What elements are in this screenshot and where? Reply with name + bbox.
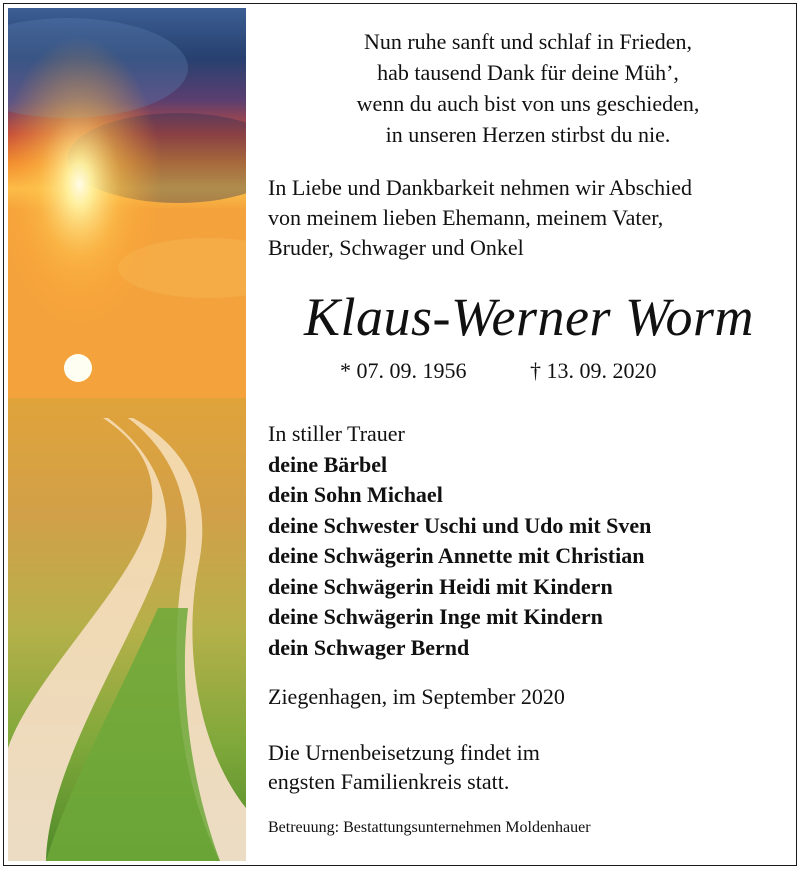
intro-line: In Liebe und Dankbarkeit nehmen wir Abschied bbox=[268, 175, 692, 200]
verse-line: hab tausend Dank für deine Müh’, bbox=[377, 60, 679, 85]
birth-date: * 07. 09. 1956 bbox=[340, 358, 467, 383]
mourner-entry: deine Schwägerin Heidi mit Kindern bbox=[268, 573, 613, 599]
mourner-entry: deine Schwägerin Inge mit Kindern bbox=[268, 604, 603, 629]
burial-note bbox=[268, 738, 540, 796]
deceased-name: Klaus-Werner Worm bbox=[303, 287, 755, 347]
farewell-intro bbox=[268, 173, 692, 263]
verse-line: in unseren Herzen stirbst du nie. bbox=[385, 122, 671, 147]
burial-line: engsten Familienkreis statt. bbox=[268, 769, 510, 794]
mourning-heading: In stiller Trauer bbox=[268, 421, 405, 446]
mourner-entry: dein Sohn Michael bbox=[268, 482, 443, 507]
life-dates bbox=[340, 358, 657, 384]
funeral-home-credit: Betreuung: Bestattungsunternehmen Moldenhauer bbox=[268, 819, 591, 836]
mourner-entry: dein Schwager Bernd bbox=[268, 634, 470, 660]
obituary-notice bbox=[3, 3, 797, 866]
intro-line: von meinem lieben Ehemann, meinem Vater, bbox=[268, 205, 664, 230]
mourner-entry: deine Bärbel bbox=[268, 451, 388, 477]
death-date: † 13. 09. 2020 bbox=[530, 358, 657, 383]
mourner-entry: deine Schwägerin Annette mit Christian bbox=[268, 543, 645, 568]
mourners-list bbox=[268, 419, 651, 663]
mourner-entry: deine Schwester Uschi und Udo mit Sven bbox=[268, 512, 652, 538]
sunset-path-photo bbox=[8, 8, 246, 861]
verse-line: wenn du auch bist von uns geschieden, bbox=[356, 91, 700, 116]
memorial-verse bbox=[268, 26, 788, 150]
burial-line: Die Urnenbeisetzung findet im bbox=[268, 740, 540, 765]
verse-line: Nun ruhe sanft und schlaf in Frieden, bbox=[363, 29, 693, 54]
place-and-date: Ziegenhagen, im September 2020 bbox=[268, 684, 565, 709]
intro-line: Bruder, Schwager und Onkel bbox=[268, 235, 524, 260]
